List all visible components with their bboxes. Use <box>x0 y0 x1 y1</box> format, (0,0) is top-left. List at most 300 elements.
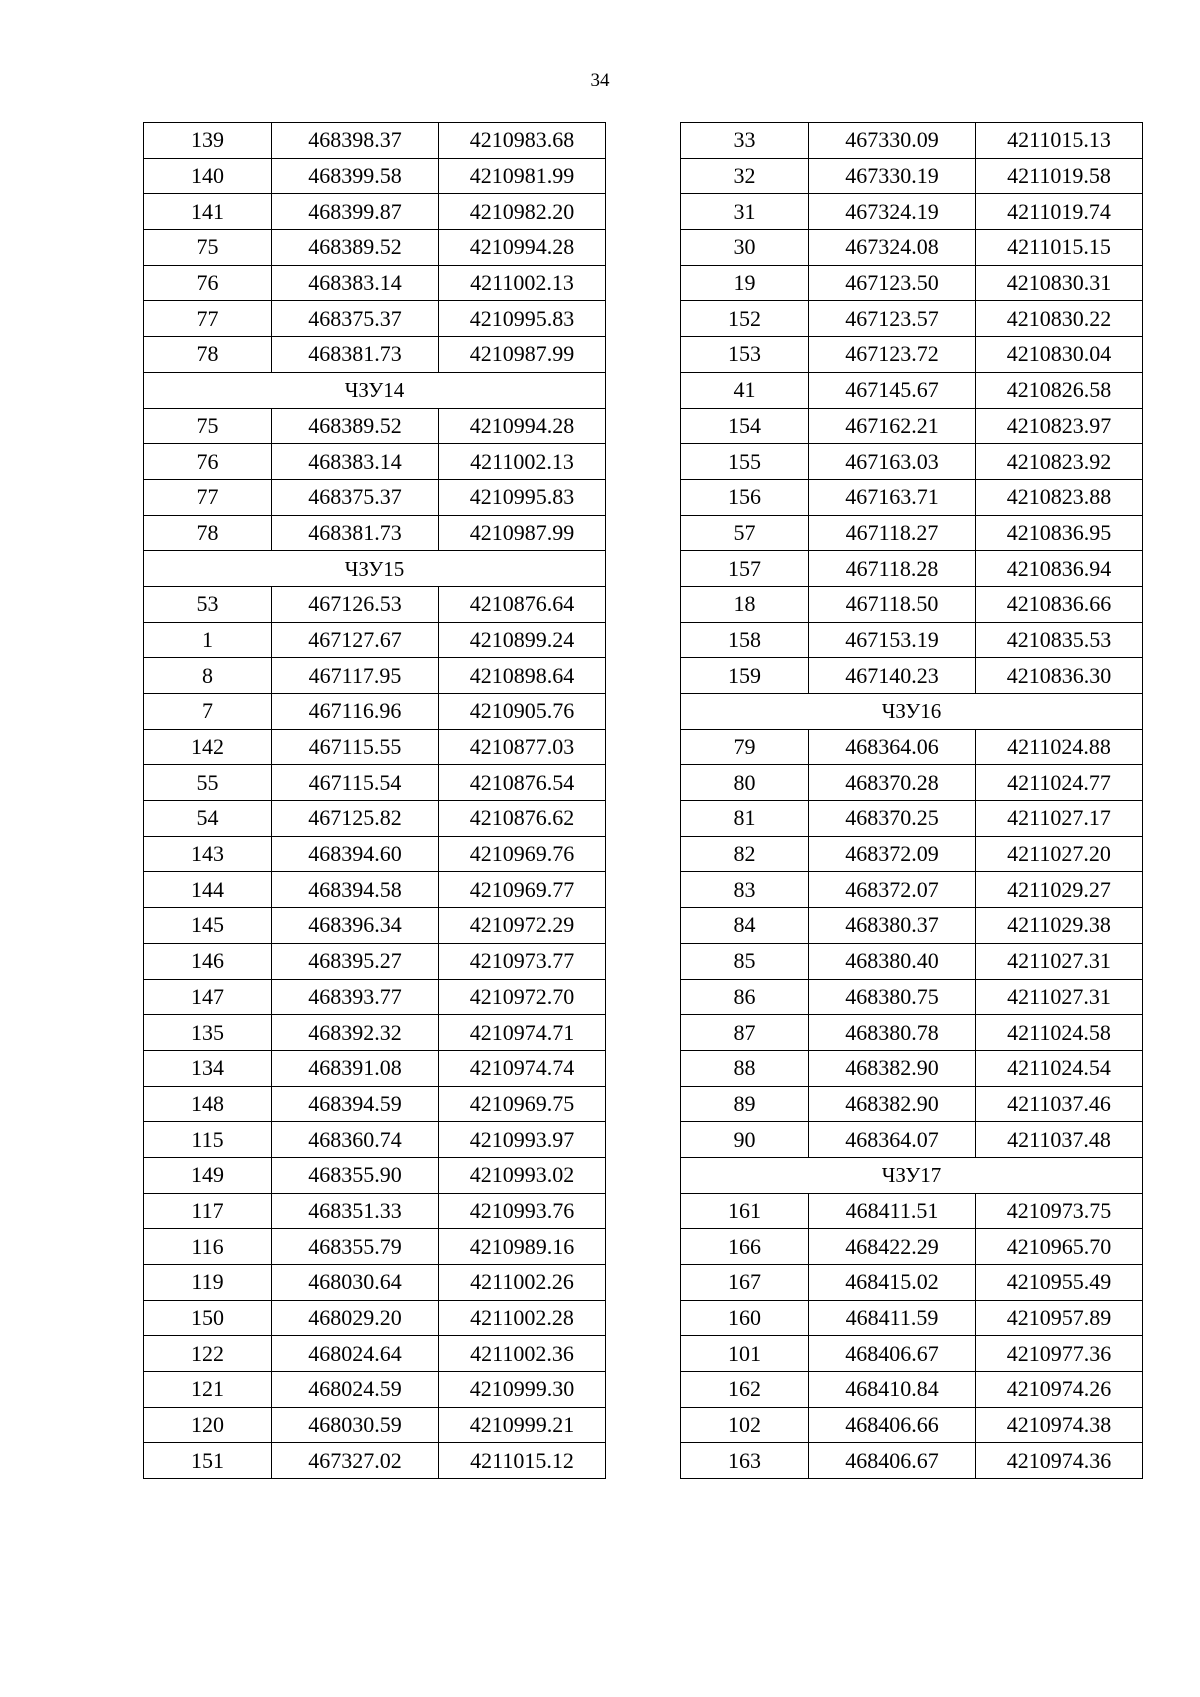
y-coordinate-cell: 4211024.54 <box>976 1050 1143 1086</box>
table-row <box>144 586 606 622</box>
table-row <box>144 1122 606 1158</box>
table-row <box>681 1229 1143 1265</box>
point-number-cell: 150 <box>144 1300 272 1336</box>
table-row <box>681 872 1143 908</box>
table-row <box>144 230 606 266</box>
table-row <box>144 515 606 551</box>
y-coordinate-cell: 4211002.28 <box>439 1300 606 1336</box>
table-row <box>144 1193 606 1229</box>
x-coordinate-cell: 468364.07 <box>809 1122 976 1158</box>
x-coordinate-cell: 468355.79 <box>272 1229 439 1265</box>
point-number-cell: 87 <box>681 1015 809 1051</box>
y-coordinate-cell: 4211015.13 <box>976 123 1143 159</box>
x-coordinate-cell: 467140.23 <box>809 658 976 694</box>
section-title: ЧЗУ16 <box>681 694 1143 730</box>
table-row <box>144 1265 606 1301</box>
y-coordinate-cell: 4210999.30 <box>439 1372 606 1408</box>
y-coordinate-cell: 4210836.94 <box>976 551 1143 587</box>
y-coordinate-cell: 4211027.20 <box>976 836 1143 872</box>
x-coordinate-cell: 467118.28 <box>809 551 976 587</box>
x-coordinate-cell: 467118.50 <box>809 586 976 622</box>
coordinates-table-right <box>680 122 1143 1479</box>
y-coordinate-cell: 4211024.77 <box>976 765 1143 801</box>
table-row <box>144 1229 606 1265</box>
point-number-cell: 117 <box>144 1193 272 1229</box>
x-coordinate-cell: 468393.77 <box>272 979 439 1015</box>
table-row <box>681 1443 1143 1479</box>
y-coordinate-cell: 4211027.31 <box>976 979 1143 1015</box>
x-coordinate-cell: 467324.19 <box>809 194 976 230</box>
x-coordinate-cell: 467115.54 <box>272 765 439 801</box>
y-coordinate-cell: 4210823.88 <box>976 479 1143 515</box>
y-coordinate-cell: 4210973.75 <box>976 1193 1143 1229</box>
section-header-row <box>144 551 606 587</box>
point-number-cell: 120 <box>144 1407 272 1443</box>
y-coordinate-cell: 4210830.22 <box>976 301 1143 337</box>
table-row <box>681 158 1143 194</box>
point-number-cell: 149 <box>144 1157 272 1193</box>
table-row <box>681 622 1143 658</box>
x-coordinate-cell: 468380.75 <box>809 979 976 1015</box>
x-coordinate-cell: 468375.37 <box>272 479 439 515</box>
table-row <box>144 194 606 230</box>
point-number-cell: 77 <box>144 479 272 515</box>
x-coordinate-cell: 467162.21 <box>809 408 976 444</box>
table-row <box>144 765 606 801</box>
table-row <box>144 658 606 694</box>
point-number-cell: 18 <box>681 586 809 622</box>
section-title: ЧЗУ15 <box>144 551 606 587</box>
point-number-cell: 145 <box>144 908 272 944</box>
coordinates-table-left <box>143 122 606 1479</box>
y-coordinate-cell: 4210898.64 <box>439 658 606 694</box>
table-row <box>144 836 606 872</box>
x-coordinate-cell: 468406.66 <box>809 1407 976 1443</box>
table-row <box>144 1443 606 1479</box>
table-row <box>681 408 1143 444</box>
y-coordinate-cell: 4210836.66 <box>976 586 1143 622</box>
table-row <box>681 979 1143 1015</box>
y-coordinate-cell: 4211029.27 <box>976 872 1143 908</box>
x-coordinate-cell: 468411.59 <box>809 1300 976 1336</box>
table-row <box>144 1157 606 1193</box>
page-number: 34 <box>590 70 610 91</box>
x-coordinate-cell: 467125.82 <box>272 801 439 837</box>
point-number-cell: 78 <box>144 337 272 373</box>
y-coordinate-cell: 4210982.20 <box>439 194 606 230</box>
point-number-cell: 83 <box>681 872 809 908</box>
table-row <box>681 801 1143 837</box>
table-row <box>681 908 1143 944</box>
point-number-cell: 19 <box>681 265 809 301</box>
table-row <box>681 1300 1143 1336</box>
point-number-cell: 101 <box>681 1336 809 1372</box>
point-number-cell: 146 <box>144 943 272 979</box>
x-coordinate-cell: 468394.60 <box>272 836 439 872</box>
table-row <box>144 301 606 337</box>
y-coordinate-cell: 4210987.99 <box>439 337 606 373</box>
table-row <box>681 1407 1143 1443</box>
x-coordinate-cell: 467123.72 <box>809 337 976 373</box>
y-coordinate-cell: 4210981.99 <box>439 158 606 194</box>
y-coordinate-cell: 4210995.83 <box>439 301 606 337</box>
point-number-cell: 75 <box>144 408 272 444</box>
x-coordinate-cell: 468381.73 <box>272 515 439 551</box>
table-row <box>681 836 1143 872</box>
table-row <box>681 1372 1143 1408</box>
x-coordinate-cell: 468399.58 <box>272 158 439 194</box>
table-row <box>681 586 1143 622</box>
point-number-cell: 30 <box>681 230 809 266</box>
y-coordinate-cell: 4210899.24 <box>439 622 606 658</box>
point-number-cell: 148 <box>144 1086 272 1122</box>
point-number-cell: 156 <box>681 479 809 515</box>
y-coordinate-cell: 4210973.77 <box>439 943 606 979</box>
x-coordinate-cell: 468024.64 <box>272 1336 439 1372</box>
x-coordinate-cell: 467115.55 <box>272 729 439 765</box>
x-coordinate-cell: 468406.67 <box>809 1336 976 1372</box>
point-number-cell: 85 <box>681 943 809 979</box>
point-number-cell: 82 <box>681 836 809 872</box>
point-number-cell: 54 <box>144 801 272 837</box>
x-coordinate-cell: 468382.90 <box>809 1050 976 1086</box>
point-number-cell: 119 <box>144 1265 272 1301</box>
section-title: ЧЗУ17 <box>681 1157 1143 1193</box>
point-number-cell: 31 <box>681 194 809 230</box>
x-coordinate-cell: 468029.20 <box>272 1300 439 1336</box>
table-row <box>681 444 1143 480</box>
x-coordinate-cell: 468355.90 <box>272 1157 439 1193</box>
table-row <box>144 908 606 944</box>
x-coordinate-cell: 467324.08 <box>809 230 976 266</box>
point-number-cell: 79 <box>681 729 809 765</box>
y-coordinate-cell: 4210974.26 <box>976 1372 1143 1408</box>
point-number-cell: 154 <box>681 408 809 444</box>
x-coordinate-cell: 468380.40 <box>809 943 976 979</box>
x-coordinate-cell: 468396.34 <box>272 908 439 944</box>
point-number-cell: 89 <box>681 1086 809 1122</box>
y-coordinate-cell: 4210974.71 <box>439 1015 606 1051</box>
table-row <box>144 801 606 837</box>
point-number-cell: 102 <box>681 1407 809 1443</box>
y-coordinate-cell: 4211002.13 <box>439 444 606 480</box>
point-number-cell: 78 <box>144 515 272 551</box>
y-coordinate-cell: 4211027.17 <box>976 801 1143 837</box>
point-number-cell: 75 <box>144 230 272 266</box>
table-row <box>144 265 606 301</box>
y-coordinate-cell: 4211015.15 <box>976 230 1143 266</box>
point-number-cell: 155 <box>681 444 809 480</box>
point-number-cell: 167 <box>681 1265 809 1301</box>
y-coordinate-cell: 4210993.97 <box>439 1122 606 1158</box>
table-row <box>144 444 606 480</box>
x-coordinate-cell: 468389.52 <box>272 408 439 444</box>
point-number-cell: 160 <box>681 1300 809 1336</box>
y-coordinate-cell: 4210876.54 <box>439 765 606 801</box>
x-coordinate-cell: 467117.95 <box>272 658 439 694</box>
x-coordinate-cell: 468394.59 <box>272 1086 439 1122</box>
x-coordinate-cell: 467116.96 <box>272 694 439 730</box>
x-coordinate-cell: 467327.02 <box>272 1443 439 1479</box>
table-row <box>681 1050 1143 1086</box>
point-number-cell: 166 <box>681 1229 809 1265</box>
table-row <box>681 479 1143 515</box>
x-coordinate-cell: 468415.02 <box>809 1265 976 1301</box>
x-coordinate-cell: 467123.57 <box>809 301 976 337</box>
y-coordinate-cell: 4210823.92 <box>976 444 1143 480</box>
table-row <box>681 943 1143 979</box>
x-coordinate-cell: 468383.14 <box>272 265 439 301</box>
table-row <box>144 158 606 194</box>
y-coordinate-cell: 4210969.77 <box>439 872 606 908</box>
point-number-cell: 76 <box>144 444 272 480</box>
table-row <box>681 372 1143 408</box>
y-coordinate-cell: 4211037.48 <box>976 1122 1143 1158</box>
section-header-row <box>681 1157 1143 1193</box>
y-coordinate-cell: 4210955.49 <box>976 1265 1143 1301</box>
x-coordinate-cell: 468364.06 <box>809 729 976 765</box>
point-number-cell: 140 <box>144 158 272 194</box>
point-number-cell: 41 <box>681 372 809 408</box>
table-row <box>144 1407 606 1443</box>
table-row <box>681 1336 1143 1372</box>
point-number-cell: 33 <box>681 123 809 159</box>
table-row <box>144 1300 606 1336</box>
table-row <box>681 1265 1143 1301</box>
x-coordinate-cell: 468394.58 <box>272 872 439 908</box>
y-coordinate-cell: 4210969.76 <box>439 836 606 872</box>
coordinates-table-body <box>681 123 1143 1479</box>
x-coordinate-cell: 467118.27 <box>809 515 976 551</box>
y-coordinate-cell: 4211015.12 <box>439 1443 606 1479</box>
x-coordinate-cell: 467123.50 <box>809 265 976 301</box>
y-coordinate-cell: 4210830.04 <box>976 337 1143 373</box>
point-number-cell: 80 <box>681 765 809 801</box>
coordinates-table-body <box>144 123 606 1479</box>
x-coordinate-cell: 468410.84 <box>809 1372 976 1408</box>
table-row <box>144 1086 606 1122</box>
x-coordinate-cell: 467127.67 <box>272 622 439 658</box>
table-row <box>144 408 606 444</box>
point-number-cell: 115 <box>144 1122 272 1158</box>
point-number-cell: 55 <box>144 765 272 801</box>
y-coordinate-cell: 4210965.70 <box>976 1229 1143 1265</box>
y-coordinate-cell: 4210993.76 <box>439 1193 606 1229</box>
x-coordinate-cell: 468360.74 <box>272 1122 439 1158</box>
section-header-row <box>681 694 1143 730</box>
y-coordinate-cell: 4210876.62 <box>439 801 606 837</box>
point-number-cell: 159 <box>681 658 809 694</box>
point-number-cell: 153 <box>681 337 809 373</box>
y-coordinate-cell: 4211024.58 <box>976 1015 1143 1051</box>
point-number-cell: 151 <box>144 1443 272 1479</box>
table-row <box>681 658 1143 694</box>
y-coordinate-cell: 4211002.36 <box>439 1336 606 1372</box>
y-coordinate-cell: 4211024.88 <box>976 729 1143 765</box>
point-number-cell: 84 <box>681 908 809 944</box>
table-row <box>681 1086 1143 1122</box>
point-number-cell: 147 <box>144 979 272 1015</box>
y-coordinate-cell: 4211019.58 <box>976 158 1143 194</box>
y-coordinate-cell: 4210999.21 <box>439 1407 606 1443</box>
point-number-cell: 134 <box>144 1050 272 1086</box>
x-coordinate-cell: 468383.14 <box>272 444 439 480</box>
x-coordinate-cell: 468351.33 <box>272 1193 439 1229</box>
point-number-cell: 161 <box>681 1193 809 1229</box>
point-number-cell: 122 <box>144 1336 272 1372</box>
x-coordinate-cell: 467163.03 <box>809 444 976 480</box>
x-coordinate-cell: 467330.09 <box>809 123 976 159</box>
section-title: ЧЗУ14 <box>144 372 606 408</box>
y-coordinate-cell: 4210994.28 <box>439 408 606 444</box>
x-coordinate-cell: 468370.28 <box>809 765 976 801</box>
y-coordinate-cell: 4210826.58 <box>976 372 1143 408</box>
y-coordinate-cell: 4210877.03 <box>439 729 606 765</box>
table-row <box>144 694 606 730</box>
table-row <box>144 729 606 765</box>
point-number-cell: 32 <box>681 158 809 194</box>
y-coordinate-cell: 4211037.46 <box>976 1086 1143 1122</box>
x-coordinate-cell: 468030.59 <box>272 1407 439 1443</box>
x-coordinate-cell: 468375.37 <box>272 301 439 337</box>
point-number-cell: 144 <box>144 872 272 908</box>
table-row <box>681 1122 1143 1158</box>
x-coordinate-cell: 467126.53 <box>272 586 439 622</box>
x-coordinate-cell: 468372.09 <box>809 836 976 872</box>
x-coordinate-cell: 468381.73 <box>272 337 439 373</box>
y-coordinate-cell: 4210830.31 <box>976 265 1143 301</box>
table-row <box>681 765 1143 801</box>
y-coordinate-cell: 4211002.13 <box>439 265 606 301</box>
point-number-cell: 116 <box>144 1229 272 1265</box>
y-coordinate-cell: 4210835.53 <box>976 622 1143 658</box>
point-number-cell: 57 <box>681 515 809 551</box>
y-coordinate-cell: 4210969.75 <box>439 1086 606 1122</box>
x-coordinate-cell: 468399.87 <box>272 194 439 230</box>
y-coordinate-cell: 4211002.26 <box>439 1265 606 1301</box>
y-coordinate-cell: 4211027.31 <box>976 943 1143 979</box>
point-number-cell: 8 <box>144 658 272 694</box>
table-row <box>144 1336 606 1372</box>
table-row <box>144 479 606 515</box>
y-coordinate-cell: 4210989.16 <box>439 1229 606 1265</box>
point-number-cell: 158 <box>681 622 809 658</box>
x-coordinate-cell: 468392.32 <box>272 1015 439 1051</box>
y-coordinate-cell: 4210995.83 <box>439 479 606 515</box>
table-row <box>681 194 1143 230</box>
table-row <box>144 943 606 979</box>
table-row <box>681 515 1143 551</box>
table-row <box>681 230 1143 266</box>
table-row <box>681 265 1143 301</box>
point-number-cell: 7 <box>144 694 272 730</box>
table-row <box>144 337 606 373</box>
table-row <box>681 1015 1143 1051</box>
x-coordinate-cell: 468372.07 <box>809 872 976 908</box>
point-number-cell: 90 <box>681 1122 809 1158</box>
y-coordinate-cell: 4210972.70 <box>439 979 606 1015</box>
point-number-cell: 152 <box>681 301 809 337</box>
point-number-cell: 163 <box>681 1443 809 1479</box>
table-row <box>144 1050 606 1086</box>
x-coordinate-cell: 467330.19 <box>809 158 976 194</box>
y-coordinate-cell: 4210977.36 <box>976 1336 1143 1372</box>
x-coordinate-cell: 468380.78 <box>809 1015 976 1051</box>
point-number-cell: 141 <box>144 194 272 230</box>
y-coordinate-cell: 4210905.76 <box>439 694 606 730</box>
x-coordinate-cell: 468391.08 <box>272 1050 439 1086</box>
table-row <box>681 551 1143 587</box>
y-coordinate-cell: 4210836.95 <box>976 515 1143 551</box>
x-coordinate-cell: 468395.27 <box>272 943 439 979</box>
x-coordinate-cell: 468398.37 <box>272 123 439 159</box>
y-coordinate-cell: 4210972.29 <box>439 908 606 944</box>
y-coordinate-cell: 4210987.99 <box>439 515 606 551</box>
table-row <box>144 1372 606 1408</box>
x-coordinate-cell: 468422.29 <box>809 1229 976 1265</box>
table-row <box>144 123 606 159</box>
table-row <box>681 337 1143 373</box>
point-number-cell: 76 <box>144 265 272 301</box>
y-coordinate-cell: 4210836.30 <box>976 658 1143 694</box>
y-coordinate-cell: 4210974.38 <box>976 1407 1143 1443</box>
table-row <box>681 1193 1143 1229</box>
x-coordinate-cell: 467153.19 <box>809 622 976 658</box>
y-coordinate-cell: 4210823.97 <box>976 408 1143 444</box>
x-coordinate-cell: 468382.90 <box>809 1086 976 1122</box>
x-coordinate-cell: 467163.71 <box>809 479 976 515</box>
point-number-cell: 88 <box>681 1050 809 1086</box>
point-number-cell: 162 <box>681 1372 809 1408</box>
point-number-cell: 135 <box>144 1015 272 1051</box>
x-coordinate-cell: 468024.59 <box>272 1372 439 1408</box>
x-coordinate-cell: 468370.25 <box>809 801 976 837</box>
x-coordinate-cell: 467145.67 <box>809 372 976 408</box>
point-number-cell: 81 <box>681 801 809 837</box>
point-number-cell: 77 <box>144 301 272 337</box>
y-coordinate-cell: 4211019.74 <box>976 194 1143 230</box>
table-row <box>681 729 1143 765</box>
table-row <box>144 1015 606 1051</box>
point-number-cell: 143 <box>144 836 272 872</box>
table-row <box>144 622 606 658</box>
x-coordinate-cell: 468380.37 <box>809 908 976 944</box>
table-row <box>144 979 606 1015</box>
section-header-row <box>144 372 606 408</box>
y-coordinate-cell: 4210957.89 <box>976 1300 1143 1336</box>
y-coordinate-cell: 4210974.74 <box>439 1050 606 1086</box>
y-coordinate-cell: 4210994.28 <box>439 230 606 266</box>
point-number-cell: 157 <box>681 551 809 587</box>
point-number-cell: 53 <box>144 586 272 622</box>
x-coordinate-cell: 468411.51 <box>809 1193 976 1229</box>
table-row <box>681 123 1143 159</box>
point-number-cell: 142 <box>144 729 272 765</box>
y-coordinate-cell: 4211029.38 <box>976 908 1143 944</box>
y-coordinate-cell: 4210993.02 <box>439 1157 606 1193</box>
x-coordinate-cell: 468389.52 <box>272 230 439 266</box>
table-row <box>681 301 1143 337</box>
table-row <box>144 872 606 908</box>
y-coordinate-cell: 4210876.64 <box>439 586 606 622</box>
x-coordinate-cell: 468030.64 <box>272 1265 439 1301</box>
y-coordinate-cell: 4210974.36 <box>976 1443 1143 1479</box>
point-number-cell: 86 <box>681 979 809 1015</box>
point-number-cell: 1 <box>144 622 272 658</box>
point-number-cell: 139 <box>144 123 272 159</box>
y-coordinate-cell: 4210983.68 <box>439 123 606 159</box>
point-number-cell: 121 <box>144 1372 272 1408</box>
